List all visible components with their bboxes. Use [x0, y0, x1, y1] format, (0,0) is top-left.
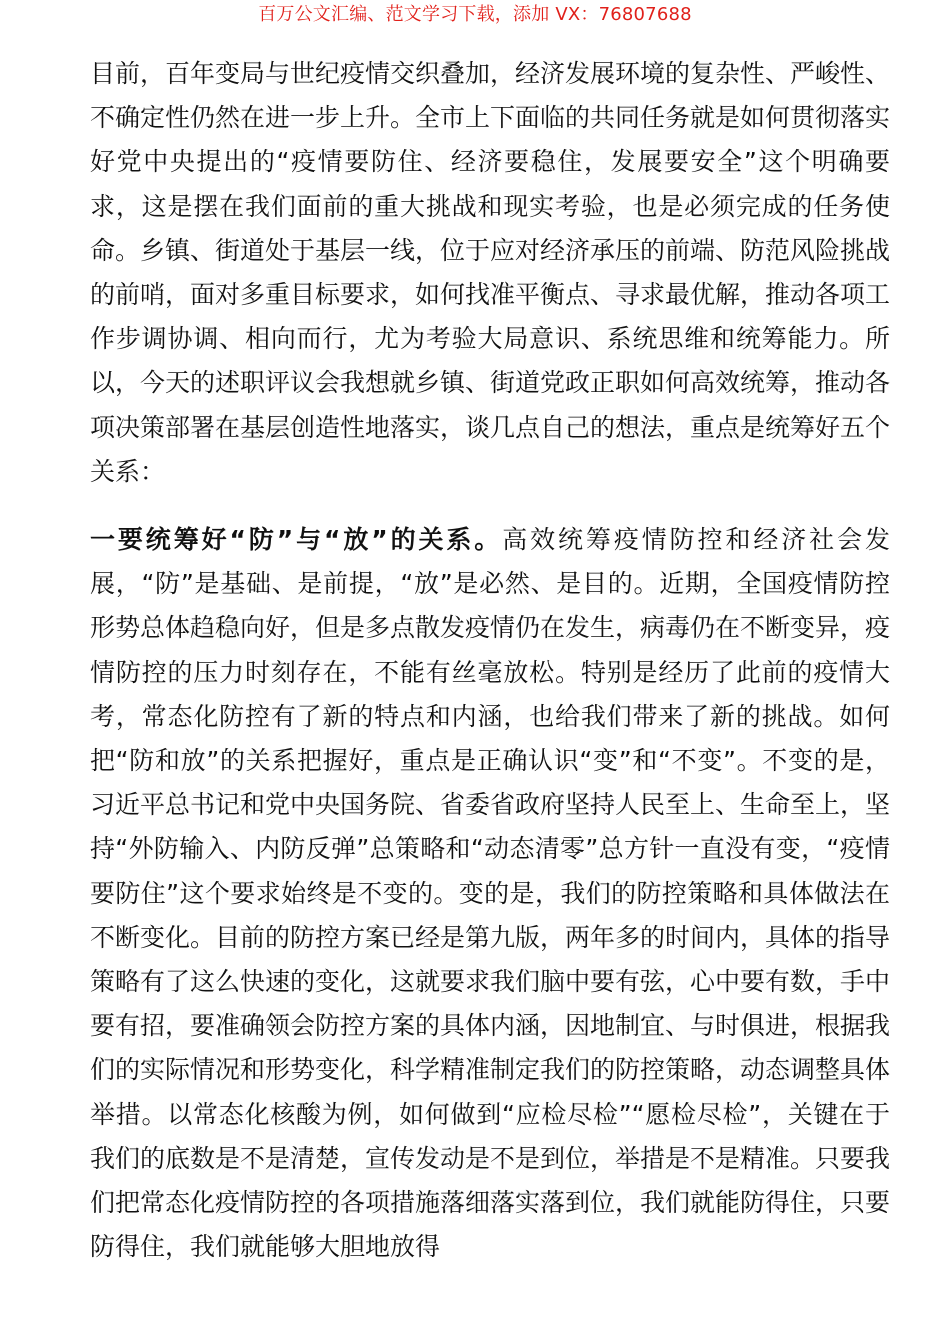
paragraph-heading: 一要统筹好“防”与“放”的关系。: [90, 525, 503, 555]
paragraph-intro: 目前，百年变局与世纪疫情交织叠加，经济发展环境的复杂性、严峻性、不确定性仍然在进一步上升。全市上下面临的共同任务就是如何贯彻落实好党中央提出的“疫情要防住、经济要稳住，发展要安全”这个明确要求，这是摆在我们面前的重大挑战和现实考验，也是必须完成的任务使命。乡镇、街道处于基层一线，位于应对经济承压的前端、防范风险挑战的前哨，面对多重目标要求，如何找准平衡点、寻求最优解，推动各项工作步调协调、相向而行，尤为考验大局意识、系统思维和统筹能力。所以，今天的述职评议会我想就乡镇、街道党政正职如何高效统筹，推动各项决策部署在基层创造性地落实，谈几点自己的想法，重点是统筹好五个关系：: [90, 59, 891, 486]
paragraph-point-one: [90, 518, 890, 1269]
document-body: [90, 52, 890, 1269]
watermark-banner: 百万公文汇编、范文学习下载，添加 VX：76807688: [258, 4, 692, 25]
paragraph-text: 高效统筹疫情防控和经济社会发展，“防”是基础、是前提，“放”是必然、是目的。近期，全国疫情防控形势总体趋稳向好，但是多点散发疫情仍在发生，病毒仍在不断变异，疫情防控的压力时刻存在，不能有丝毫放松。特别是经历了此前的疫情大考，常态化防控有了新的特点和内涵，也给我们带来了新的挑战。如何把“防和放”的关系把握好，重点是正确认识“变”和“不变”。不变的是，习近平总书记和党中央国务院、省委省政府坚持人民至上、生命至上，坚持“外防输入、内防反弹”总策略和“动态清零”总方针一直没有变，“疫情要防住”这个要求始终是不变的。变的是，我们的防控策略和具体做法在不断变化。目前的防控方案已经是第九版，两年多的时间内，具体的指导策略有了这么快速的变化，这就要求我们脑中要有弦，心中要有数，手中要有招，要准确领会防控方案的具体内涵，因地制宜、与时俱进，根据我们的实际情况和形势变化，科学精准制定我们的防控策略，动态调整具体举措。以常态化核酸为例，如何做到“应检尽检”“愿检尽检”，关键在于我们的底数是不是清楚，宣传发动是不是到位，举措是不是精准。只要我们把常态化疫情防控的各项措施落细落实落到位，我们就能防得住，只要防得住，我们就能够大胆地放得: [90, 525, 891, 1262]
